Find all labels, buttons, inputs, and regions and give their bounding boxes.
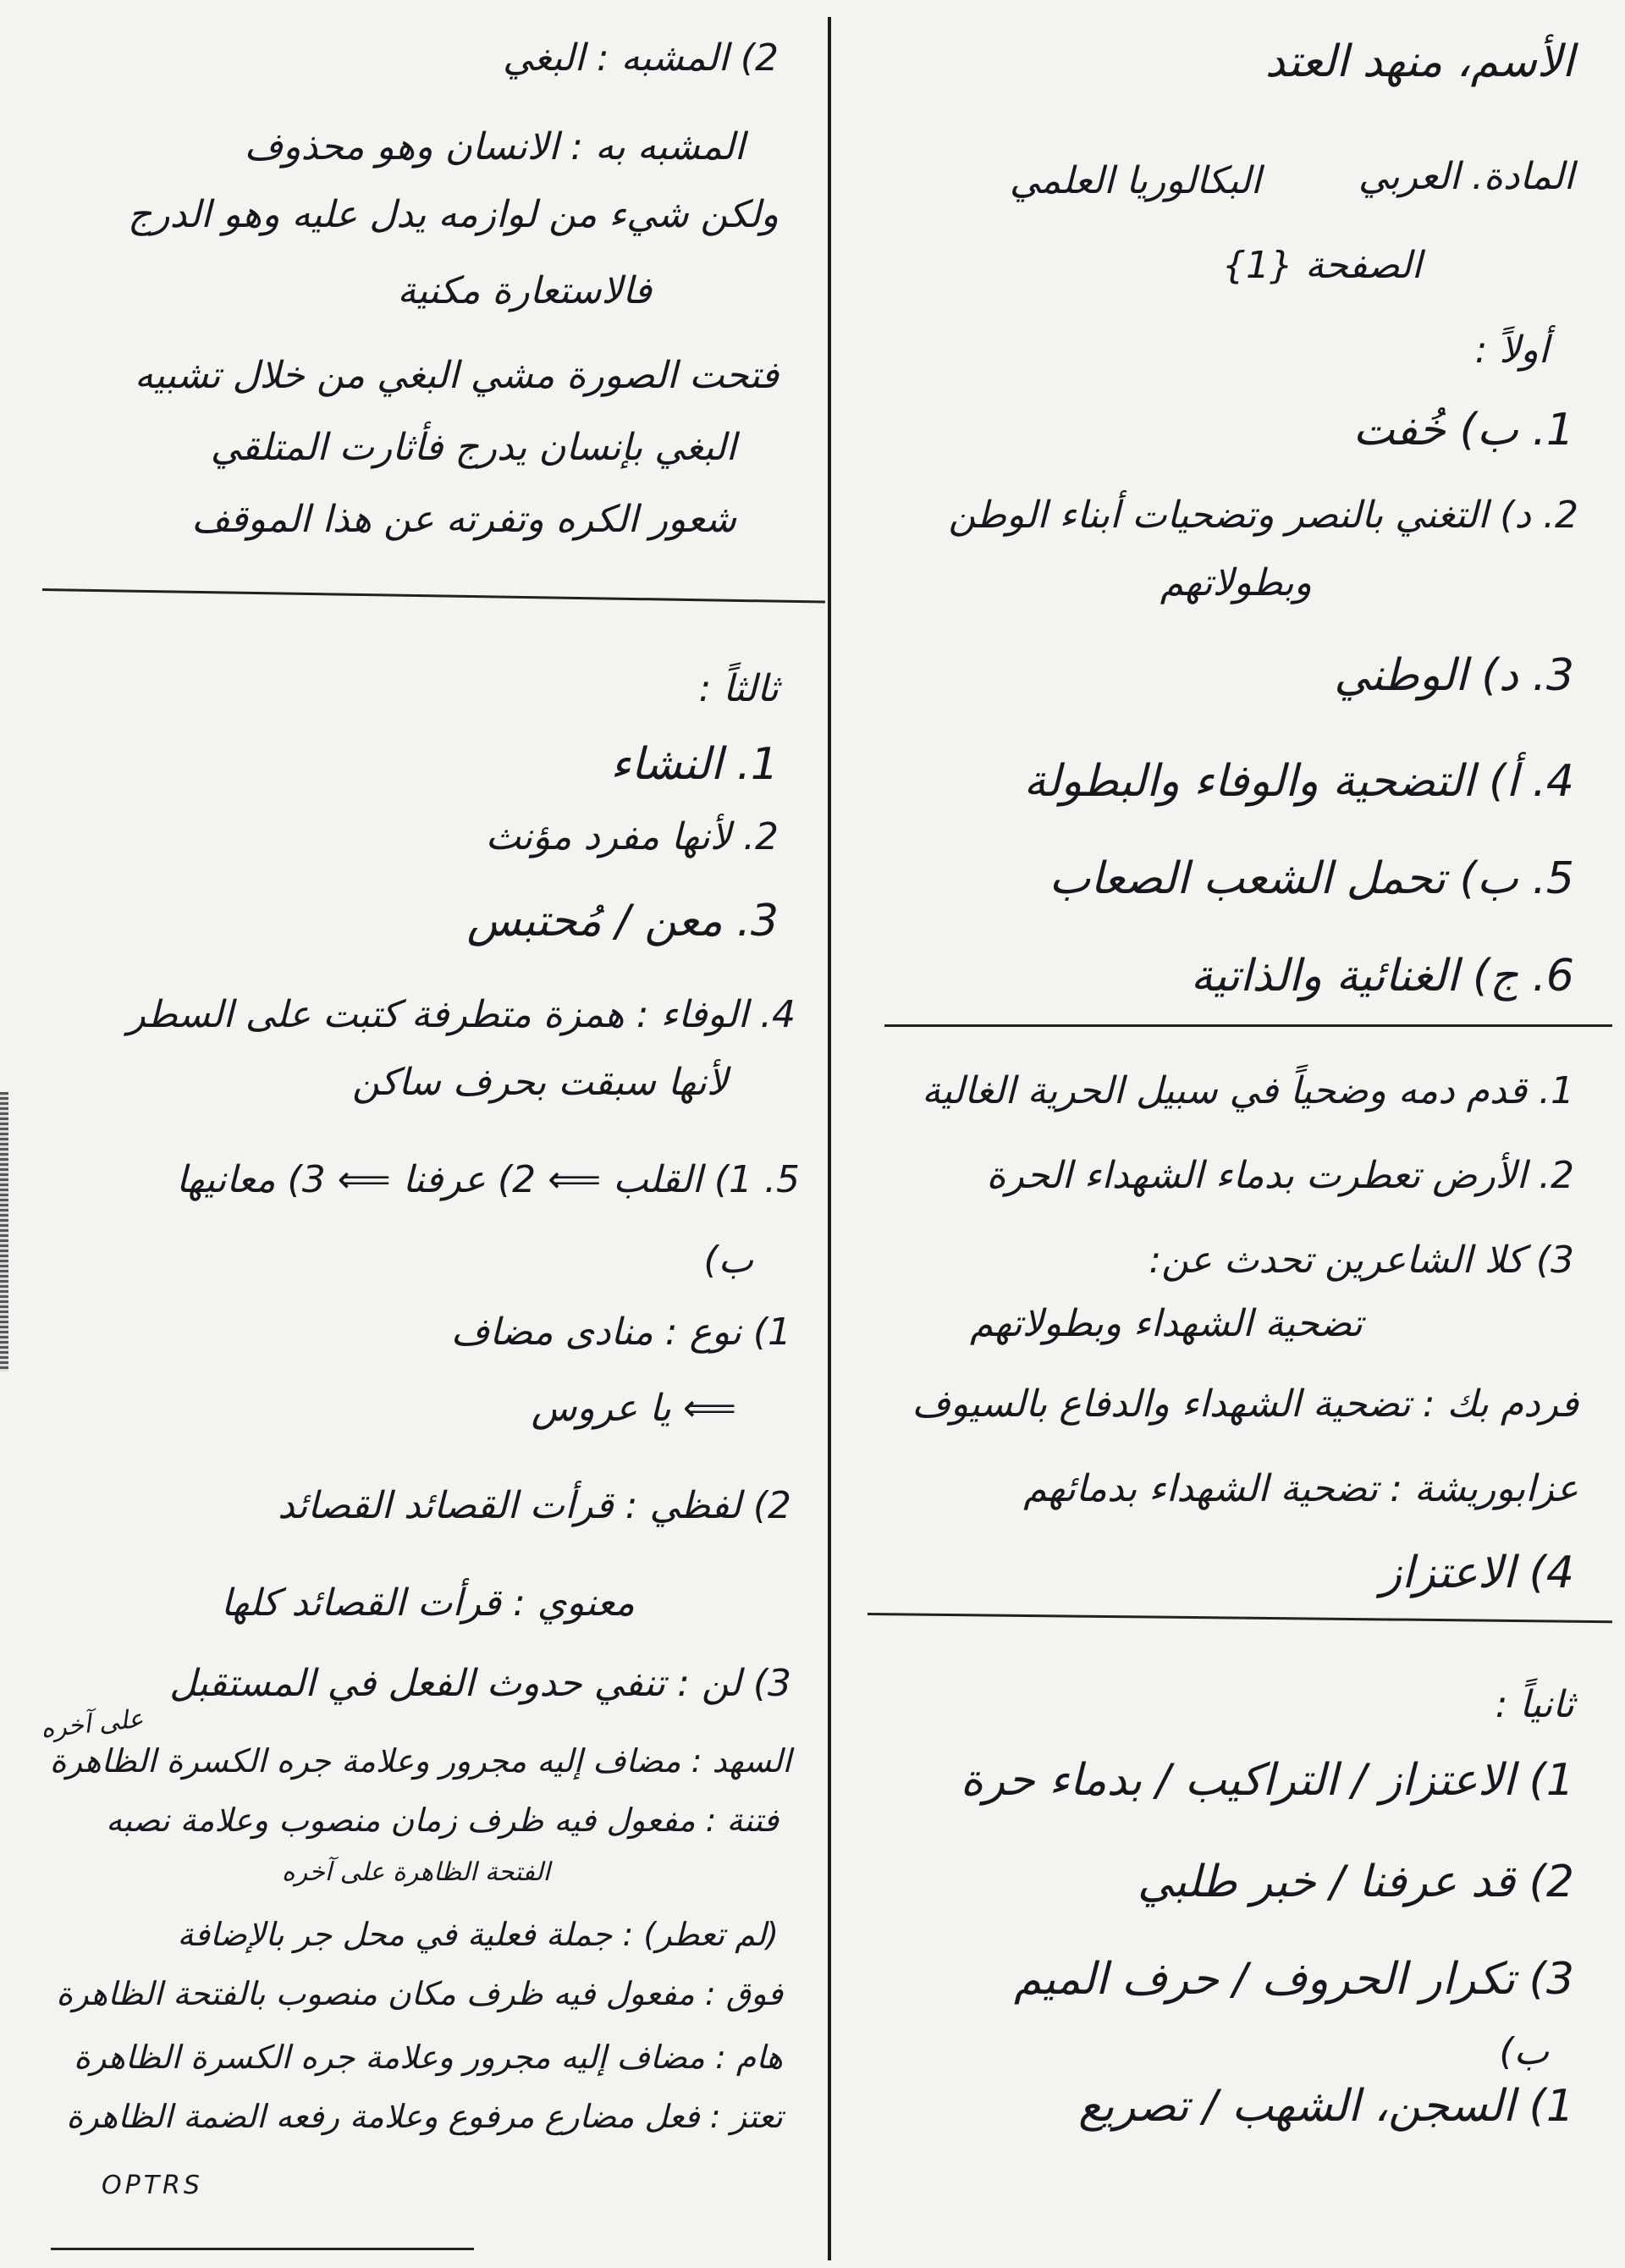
part-b-4: 4) الاعتزاز [1380,1548,1574,1598]
section-first: أولاً : [1474,328,1549,372]
section-third: ثالثاً : [698,667,779,710]
answer-4: 4. أ) التضحية والوفاء والبطولة [1023,756,1574,807]
third-15: تعتز : فعل مضارع مرفوع وعلامة رفعه الضمة الظاهرة [66,2098,783,2135]
left-line-1: المشبه به : الانسان وهو محذوف [244,125,745,168]
stamp-text: OPTRS [102,2171,203,2200]
margin-note: على آخره [39,1703,146,1745]
student-name: الأسم، منهد العتد [1264,36,1574,87]
part-b-2: 2. الأرض تعطرت بدماء الشهداء الحرة [986,1154,1574,1197]
third-1: 1. النشاء [610,739,779,790]
third-8: 3) لن : تنفي حدوث الفعل في المستقبل [169,1662,791,1705]
page-number: الصفحة {1} [1221,244,1422,287]
divider-left-1 [42,588,825,604]
part-b-3c: عزابوريشة : تضحية الشهداء بدمائهم [1023,1467,1578,1510]
section-second: ثانياً : [1495,1683,1574,1726]
third-14: هام : مضاف إليه مجرور وعلامة جره الكسرة الظاهرة [74,2039,783,2076]
divider-right-2 [868,1613,1612,1623]
left-line-5: البغي بإنسان يدرج فأثارت المتلقي [210,426,736,469]
answer-6: 6. ج) الغنائية والذاتية [1190,951,1574,1002]
divider-right-1 [884,1024,1612,1027]
left-line-2: ولكن شيء من لوازمه يدل عليه وهو الدرج [128,193,779,236]
part-b-1: 1. قدم دمه وضحياً في سبيل الحرية الغالية [922,1069,1574,1112]
page-edge-strip [0,1092,8,1371]
third-3: 3. معن / مُحتبس [466,896,779,946]
third-4: 4. الوفاء : همزة متطرفة كتبت على السطر [127,993,796,1036]
third-6b: ⟸ يا عروس [531,1387,736,1430]
answer-2: 2. د) التغني بالنصر وتضحيات أبناء الوطن [948,494,1578,537]
part-b-3: 3) كلا الشاعرين تحدث عن: [1149,1239,1574,1282]
third-10: فتنة : مفعول فيه ظرف زمان منصوب وعلامة نصبه [106,1802,779,1839]
answer-1: 1. ب) خُفت [1352,405,1574,455]
third-11: الفتحة الظاهرة على آخره [281,1857,550,1887]
track-label: البكالوريا العلمي [1009,159,1261,202]
left-head: 2) المشبه : البغي [503,36,779,80]
answer-2-cont: وبطولاتهم [1160,561,1312,604]
part-b-3a: تضحية الشهداء وبطولاتهم [969,1302,1363,1345]
third-13: فوق : مفعول فيه ظرف مكان منصوب بالفتحة الظاهرة [56,1975,783,2012]
third-5b: ب) [703,1239,753,1282]
second-4: 1) السجن، الشهب / تصريع [1078,2081,1574,2132]
third-9: السهد : مضاف إليه مجرور وعلامة جره الكسرة الظاهرة [49,1742,791,1780]
second-2: 2) قد عرفنا / خبر طلبي [1138,1857,1574,1907]
left-line-6: شعور الكره وتفرته عن هذا الموقف [191,498,736,541]
answer-3: 3. د) الوطني [1334,650,1574,701]
third-7: 2) لفظي : قرأت القصائد القصائد [278,1484,791,1527]
second-1: 1) الاعتزاز / التراكيب / بدماء حرة [960,1755,1574,1806]
part-b-3b: فردم بك : تضحية الشهداء والدفاع بالسيوف [912,1382,1578,1426]
subject-label: المادة. العربي [1358,155,1574,198]
left-line-3: فالاستعارة مكنية [397,269,652,312]
third-5: 5. 1) القلب ⟸ 2) عرفنا ⟸ 3) معانيها [176,1158,800,1201]
second-3b: ب) [1499,2030,1549,2073]
third-4b: لأنها سبقت بحرف ساكن [352,1061,728,1104]
third-7b: معنوي : قرأت القصائد كلها [221,1581,635,1625]
answer-5: 5. ب) تحمل الشعب الصعاب [1049,853,1574,904]
left-line-4: فتحت الصورة مشي البغي من خلال تشبيه [134,354,779,397]
second-3: 3) تكرار الحروف / حرف الميم [1014,1954,1574,2005]
third-6: 1) نوع : منادى مضاف [450,1311,791,1354]
third-12: (لم تعطر) : جملة فعلية في محل جر بالإضافة [177,1916,779,1953]
column-divider [828,17,831,2260]
divider-left-bottom [51,2248,474,2250]
third-2: 2. لأنها مفرد مؤنث [485,815,779,858]
